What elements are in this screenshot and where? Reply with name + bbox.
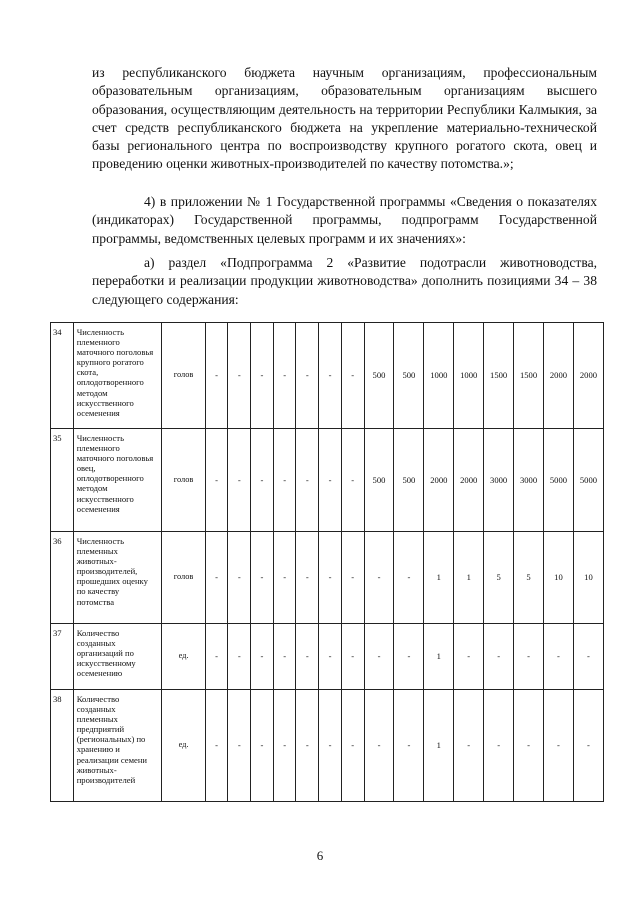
table-row	[51, 624, 604, 690]
value-cell: -	[364, 624, 394, 690]
value-cell: -	[273, 429, 296, 532]
value-cell: -	[394, 624, 424, 690]
value-cell: -	[296, 690, 319, 802]
value-cell: -	[228, 624, 251, 690]
value-cell: -	[543, 624, 573, 690]
value-cell: 2000	[424, 429, 454, 532]
unit-cell: ед.	[162, 624, 205, 690]
value-cell: 500	[394, 429, 424, 532]
row-number-cell: 37	[51, 624, 74, 690]
unit-cell: голов	[162, 429, 205, 532]
value-cell: 1	[454, 532, 484, 624]
value-cell: -	[341, 532, 364, 624]
row-number-cell: 38	[51, 690, 74, 802]
value-cell: -	[364, 690, 394, 802]
value-cell: 2000	[454, 429, 484, 532]
value-cell: -	[454, 624, 484, 690]
value-cell: -	[484, 624, 514, 690]
value-cell: 1000	[424, 323, 454, 429]
table-row	[51, 690, 604, 802]
value-cell: 1500	[484, 323, 514, 429]
table-row	[51, 532, 604, 624]
value-cell: 1000	[454, 323, 484, 429]
value-cell: -	[205, 323, 228, 429]
value-cell: 5	[514, 532, 544, 624]
table-row	[51, 429, 604, 532]
value-cell: -	[319, 690, 342, 802]
value-cell: -	[341, 624, 364, 690]
value-cell: -	[296, 323, 319, 429]
value-cell: -	[514, 624, 544, 690]
value-cell: -	[273, 532, 296, 624]
row-number-cell: 36	[51, 532, 74, 624]
indicator-name-cell: Численность племенного маточного поголовья овец, оплодотворенного методом искусственного осеменения	[73, 429, 162, 532]
paragraph-continuation: из республиканского бюджета научным организациям, профессиональным образовательным организациям, образовательным организациям высшего образования, осуществляющим деятельность на территории Республики Калмыкия, за счет средств республиканского бюджета на укрепление материально-технической базы регионального центра по воспроизводству крупного рогатого скота, овец и проведению оценки животных-производителей по качеству потомства.»;	[92, 65, 597, 172]
value-cell: -	[273, 624, 296, 690]
value-cell: 1	[424, 690, 454, 802]
value-cell: -	[205, 690, 228, 802]
indicators-table	[50, 322, 604, 802]
value-cell: 3000	[484, 429, 514, 532]
value-cell: -	[205, 532, 228, 624]
value-cell: -	[319, 429, 342, 532]
value-cell: -	[319, 323, 342, 429]
value-cell: -	[394, 532, 424, 624]
table-row	[51, 323, 604, 429]
value-cell: 10	[543, 532, 573, 624]
value-cell: -	[228, 429, 251, 532]
unit-cell: голов	[162, 532, 205, 624]
row-number-cell: 35	[51, 429, 74, 532]
indicator-name-cell: Численность племенных животных-производителей, прошедших оценку по качеству потомства	[73, 532, 162, 624]
row-number-cell: 34	[51, 323, 74, 429]
indicator-name-cell: Количество созданных племенных предприятий (региональных) по хранению и реализации семени животных-производителей	[73, 690, 162, 802]
value-cell: 1	[424, 624, 454, 690]
value-cell: -	[341, 323, 364, 429]
value-cell: -	[319, 624, 342, 690]
value-cell: 5000	[543, 429, 573, 532]
value-cell: 2000	[543, 323, 573, 429]
value-cell: -	[341, 690, 364, 802]
value-cell: -	[273, 323, 296, 429]
value-cell: 5000	[573, 429, 603, 532]
unit-cell: голов	[162, 323, 205, 429]
paragraph-item-4: 4) в приложении № 1 Государственной программы «Сведения о показателях (индикаторах) Государственной программы, подпрограмм Государственной программы, ведомственных целевых программ и их значениях»:	[92, 194, 597, 246]
value-cell: 2000	[573, 323, 603, 429]
value-cell: -	[573, 624, 603, 690]
value-cell: -	[273, 690, 296, 802]
paragraph-item-a: а) раздел «Подпрограмма 2 «Развитие подотрасли животноводства, переработки и реализации продукции животноводства» дополнить позициями 34 – 38 следующего содержания:	[92, 255, 597, 307]
value-cell: 500	[394, 323, 424, 429]
value-cell: -	[364, 532, 394, 624]
unit-cell: ед.	[162, 690, 205, 802]
value-cell: -	[296, 429, 319, 532]
value-cell: -	[484, 690, 514, 802]
value-cell: -	[251, 532, 274, 624]
value-cell: -	[296, 624, 319, 690]
value-cell: 5	[484, 532, 514, 624]
value-cell: -	[251, 624, 274, 690]
value-cell: -	[319, 532, 342, 624]
indicator-name-cell: Количество созданных организаций по искусственному осеменению	[73, 624, 162, 690]
value-cell: -	[573, 690, 603, 802]
value-cell: -	[341, 429, 364, 532]
value-cell: -	[205, 624, 228, 690]
value-cell: -	[394, 690, 424, 802]
value-cell: -	[296, 532, 319, 624]
value-cell: 3000	[514, 429, 544, 532]
value-cell: 10	[573, 532, 603, 624]
indicator-name-cell: Численность племенного маточного поголовья крупного рогатого скота, оплодотворенного методом искусственного осеменения	[73, 323, 162, 429]
value-cell: -	[514, 690, 544, 802]
value-cell: 500	[364, 323, 394, 429]
value-cell: -	[543, 690, 573, 802]
value-cell: -	[228, 532, 251, 624]
value-cell: 500	[364, 429, 394, 532]
value-cell: -	[205, 429, 228, 532]
value-cell: -	[228, 323, 251, 429]
value-cell: -	[251, 690, 274, 802]
value-cell: -	[454, 690, 484, 802]
value-cell: -	[228, 690, 251, 802]
value-cell: -	[251, 323, 274, 429]
value-cell: -	[251, 429, 274, 532]
value-cell: 1500	[514, 323, 544, 429]
value-cell: 1	[424, 532, 454, 624]
page-number: 6	[316, 848, 324, 863]
